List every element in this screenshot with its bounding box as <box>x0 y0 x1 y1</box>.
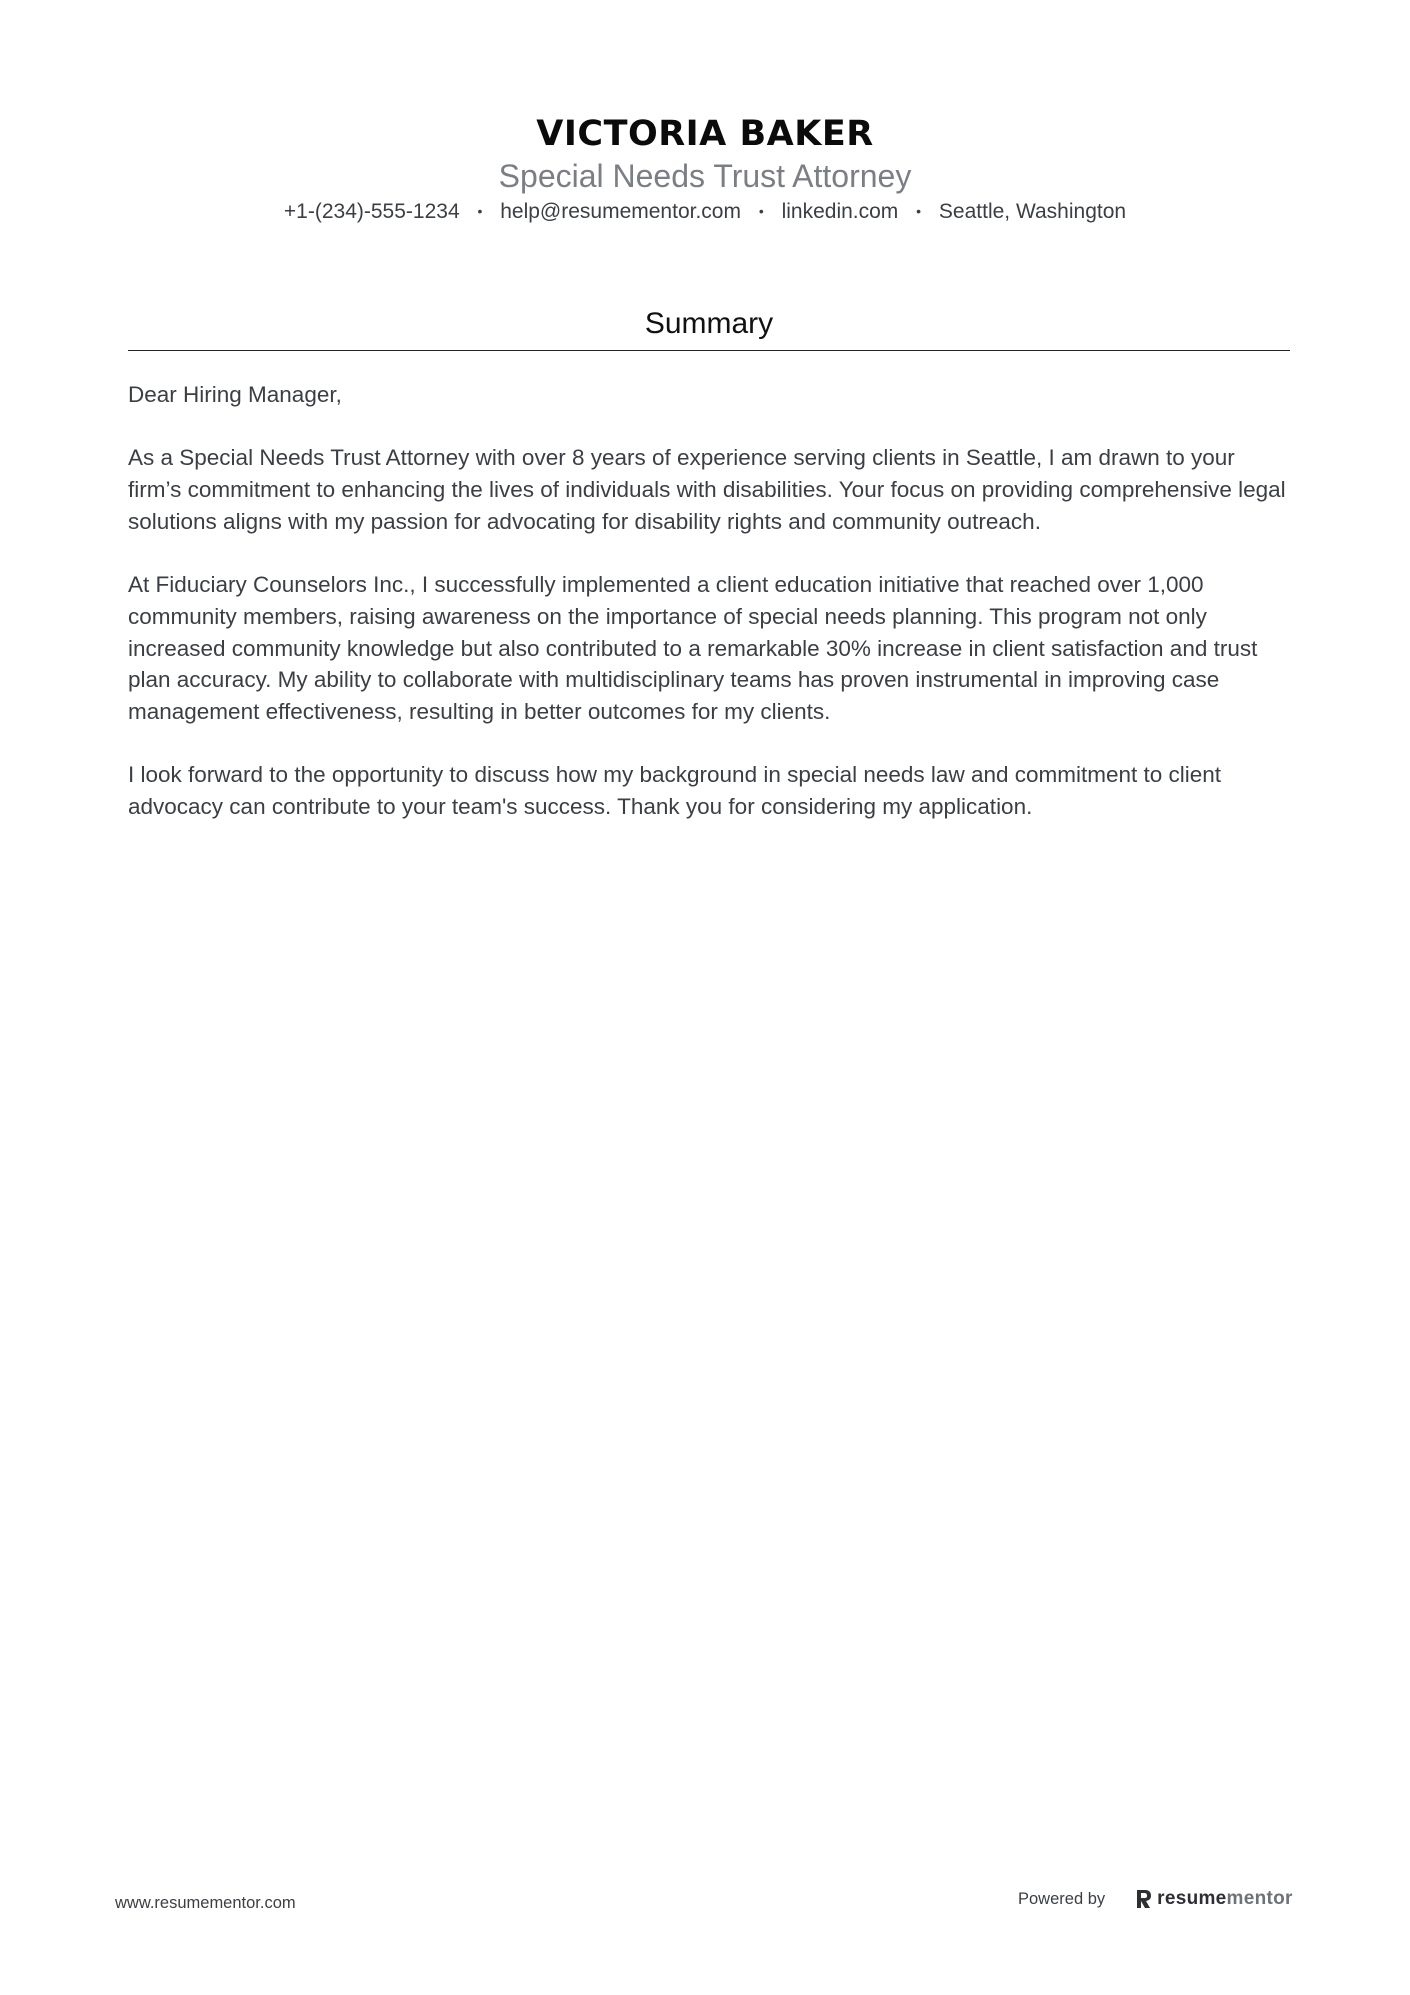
contact-separator: • <box>477 203 483 219</box>
contact-linkedin[interactable]: linkedin.com <box>781 200 899 223</box>
brand-logo[interactable] <box>1135 1888 1293 1910</box>
footer-website-link[interactable]: www.resumementor.com <box>115 1894 296 1912</box>
resumementor-logo-icon <box>1135 1888 1153 1910</box>
contact-separator: • <box>916 203 922 219</box>
brand-name-part1: resume <box>1157 1888 1227 1909</box>
letter-paragraph: As a Special Needs Trust Attorney with over 8 years of experience serving clients in Seattle, I am drawn to your firm’s commitment to enhancing the lives of individuals with disabilities. Your focus on providing comprehensive legal solutions aligns with my passion for advocating for disability rights and community outreach. <box>128 445 1286 534</box>
contact-email[interactable]: help@resumementor.com <box>500 200 741 223</box>
letter-paragraph: At Fiduciary Counselors Inc., I successfully implemented a client education initiative that reached over 1,000 community members, raising awareness on the importance of special needs planning. This program not only increased community knowledge but also contributed to a remarkable 30% increase in client satisfaction and trust plan accuracy. My ability to collaborate with multidisciplinary teams has proven instrumental in improving case management effectiveness, resulting in better outcomes for my clients. <box>128 572 1258 724</box>
footer-branding <box>1018 1888 1293 1910</box>
section-divider <box>128 350 1290 351</box>
letter-body <box>128 379 1290 854</box>
contact-phone: +1-(234)-555-1234 <box>283 200 460 223</box>
section-title-summary: Summary <box>644 307 774 340</box>
letter-paragraph: I look forward to the opportunity to discuss how my background in special needs law and commitment to client advocacy can contribute to your team's success. Thank you for considering my application. <box>128 762 1222 820</box>
candidate-role: Special Needs Trust Attorney <box>498 158 912 194</box>
powered-by-label: Powered by <box>1018 1889 1106 1908</box>
resume-header <box>0 110 1410 227</box>
contact-line <box>0 196 1410 227</box>
brand-name-part2: mentor <box>1226 1888 1293 1909</box>
contact-separator: • <box>758 203 764 219</box>
candidate-name: VICTORIA BAKER <box>536 114 874 154</box>
contact-location: Seattle, Washington <box>938 200 1127 223</box>
letter-salutation: Dear Hiring Manager, <box>128 382 342 407</box>
